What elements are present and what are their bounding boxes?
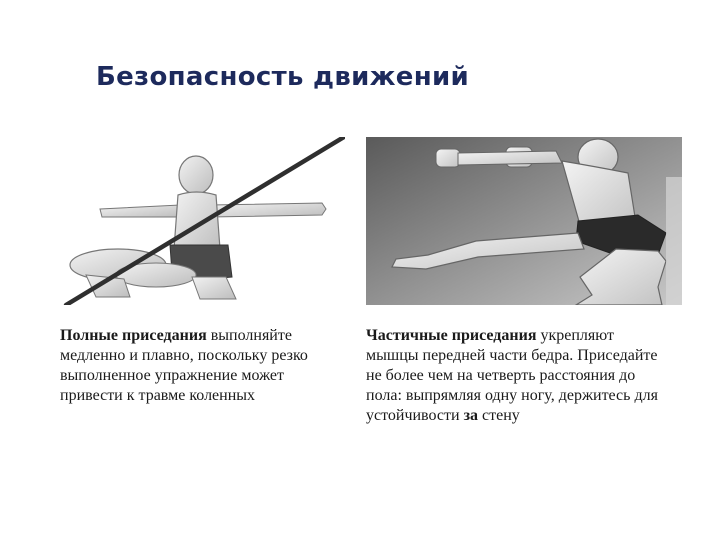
full-squat-caption [60,326,350,406]
full-squat-caption-bold: Полные приседания [60,327,207,344]
partial-squat-illustration-icon [366,137,682,305]
partial-squat-caption-text: укрепляют мышцы передней части бедра. Приседайте не более чем на четверть расстояния до пола: выпрямляя одну ногу, держитесь для устойчивости [366,327,658,424]
partial-squat-caption-bold-tail: за [463,407,478,424]
full-squat-caption-text: выполняйте медленно и плавно, поскольку резко выполненное упражнение может привести к травме коленных [60,327,308,404]
partial-squat-figure [366,137,682,305]
partial-squat-caption-end: стену [478,407,520,424]
partial-squat-caption [366,326,666,426]
partial-squat-caption-bold: Частичные приседания [366,327,537,344]
slide-title: Безопасность движений [96,62,470,92]
full-squat-figure [60,137,345,305]
full-squat-illustration-icon [60,137,345,305]
